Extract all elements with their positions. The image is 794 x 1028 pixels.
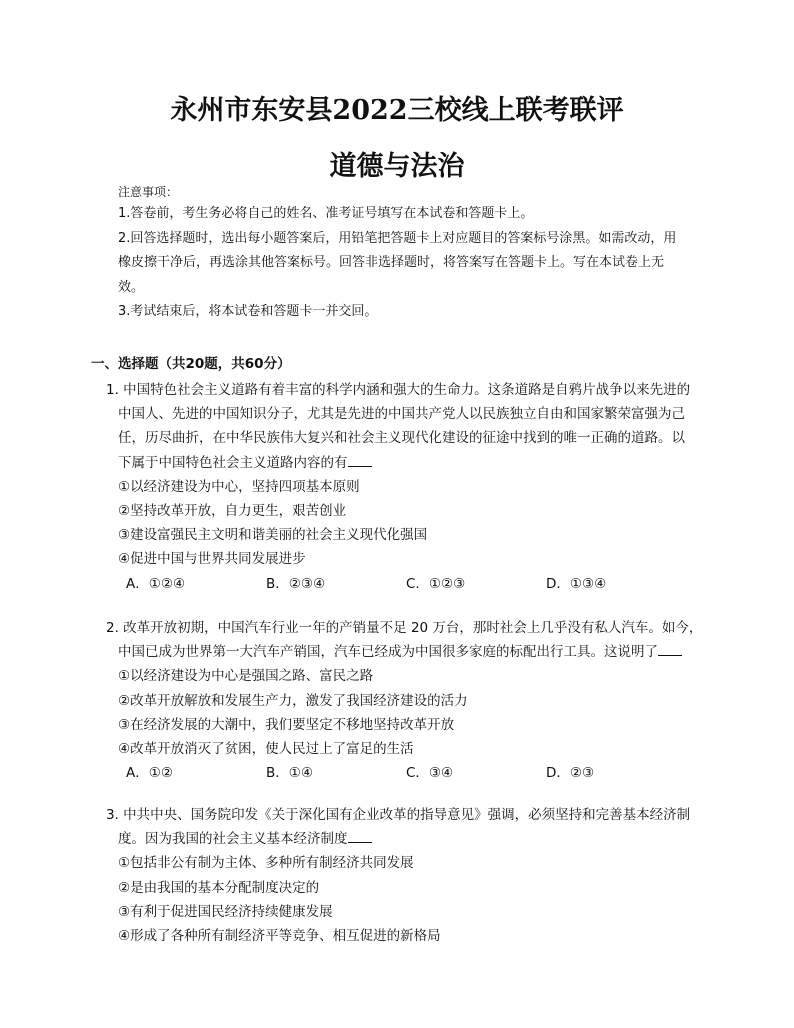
choice-b[interactable]: B．①④	[266, 765, 313, 782]
choice-b[interactable]: B．②③④	[266, 575, 326, 592]
choice-c[interactable]: C．①②③	[406, 575, 466, 592]
choice-a[interactable]: A．①②	[126, 765, 173, 782]
notice-line: 2.回答选择题时，选出每小题答案后，用铅笔把答题卡上对应题目的答案标号涂黑。如需改动，用	[118, 230, 677, 246]
choice-d[interactable]: D．①③④	[546, 575, 607, 592]
exam-title: 永州市东安县2022三校线上联考联评	[170, 95, 624, 126]
answer-blank	[658, 643, 682, 656]
answer-choices	[106, 572, 706, 596]
statement-item: ①包括非公有制为主体、多种所有制经济共同发展	[118, 855, 414, 872]
choice-d[interactable]: D．②③	[546, 765, 595, 782]
statement-item: ②是由我国的基本分配制度决定的	[118, 879, 320, 896]
statement-item: ④改革开放消灭了贫困，使人民过上了富足的生活	[118, 741, 414, 758]
notice-heading: 注意事项：	[118, 185, 179, 199]
question-2	[106, 616, 706, 785]
statement-item: ④形成了各种所有制经济平等竞争、相互促进的新格局	[118, 928, 441, 945]
question-3	[106, 803, 706, 948]
question-stem-line: 3. 中共中央、国务院印发《关于深化国有企业改革的指导意见》强调，必须坚持和完善基本经济制	[106, 807, 691, 823]
statement-item: ①以经济建设为中心是强国之路、富民之路	[118, 668, 374, 685]
statement-item: ③在经济发展的大潮中，我们要坚定不移地坚持改革开放	[118, 716, 455, 733]
question-stem-line: 任，历尽曲折，在中华民族伟大复兴和社会主义现代化建设的征途中找到的唯一正确的道路。以	[118, 430, 685, 447]
statement-item: ②坚持改革开放，自力更生，艰苦创业	[118, 503, 347, 520]
answer-blank	[348, 830, 372, 843]
question-stem-line: 度。因为我国的社会主义基本经济制度	[118, 831, 348, 848]
notice-line: 橡皮擦干净后，再选涂其他答案标号。回答非选择题时，将答案写在答题卡上。写在本试卷上无	[118, 255, 665, 270]
statement-item: ④促进中国与世界共同发展进步	[118, 551, 306, 568]
notice-line: 效。	[118, 279, 145, 295]
statement-item: ①以经济建设为中心，坚持四项基本原则	[118, 478, 360, 495]
question-stem-line: 下属于中国特色社会主义道路内容的有	[118, 454, 348, 471]
question-stem-line: 中国已成为世界第一大汽车产销国，汽车已经成为中国很多家庭的标配出行工具。这说明了	[118, 644, 658, 661]
question-stem-line: 1. 中国特色社会主义道路有着丰富的科学内涵和强大的生命力。这条道路是自鸦片战争以来先进的	[106, 382, 691, 398]
choice-c[interactable]: C．③④	[406, 765, 454, 782]
notice-block	[118, 202, 703, 325]
notice-line: 3.考试结束后，将本试卷和答题卡一并交回。	[118, 304, 378, 319]
question-stem-line: 中国人、先进的中国知识分子，尤其是先进的中国共产党人以民族独立自由和国家繁荣富强为己	[118, 406, 685, 423]
question-stem-line: 2. 改革开放初期，中国汽车行业一年的产销量不足 20 万台，那时社会上几乎没有私人汽车。如今，	[106, 620, 703, 636]
answer-blank	[348, 454, 372, 467]
choice-a[interactable]: A．①②④	[126, 575, 186, 592]
notice-line: 1.答卷前，考生务必将自己的姓名、准考证号填写在本试卷和答题卡上。	[118, 206, 534, 221]
statement-item: ③有利于促进国民经济持续健康发展	[118, 903, 333, 920]
section-heading: 一、选择题（共20题，共60分）	[91, 356, 291, 372]
answer-choices	[106, 761, 706, 785]
statement-item: ②改革开放解放和发展生产力，激发了我国经济建设的活力	[118, 692, 468, 709]
statement-item: ③建设富强民主文明和谐美丽的社会主义现代化强国	[118, 527, 428, 544]
question-1	[106, 378, 706, 596]
exam-subject: 道德与法治	[329, 151, 465, 182]
